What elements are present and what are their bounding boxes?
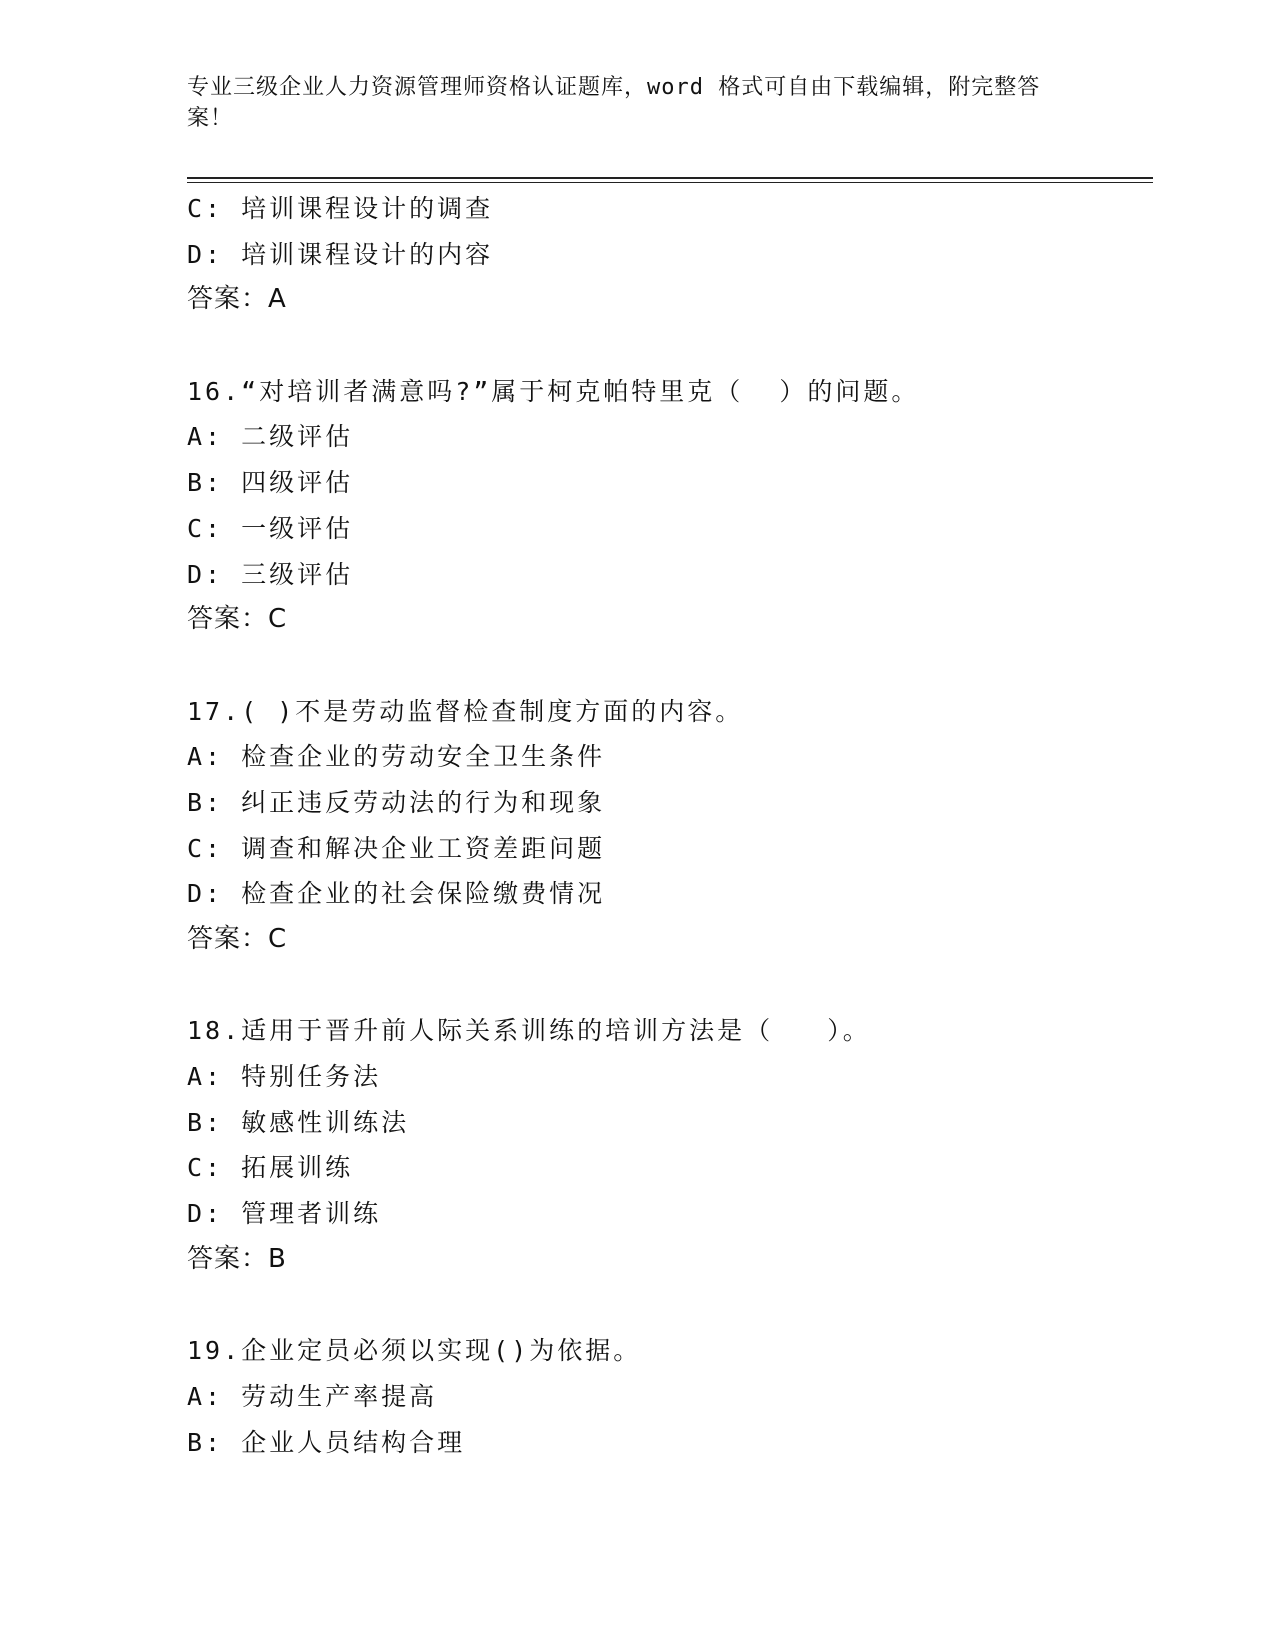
header-divider [187,177,1153,179]
question-block-17 [187,689,1147,963]
option-b: B: 敏感性训练法 [187,1107,410,1137]
spacer [187,643,1147,689]
question-block-18 [187,1008,1147,1282]
answer-line: 答案：C [187,924,288,954]
option-c: C: 拓展训练 [187,1153,354,1183]
option-d: D: 培训课程设计的内容 [187,239,494,269]
header-divider-thin [187,182,1153,183]
option-d: D: 管理者训练 [187,1199,382,1229]
question-block-15 [187,186,1147,323]
question-block-16 [187,369,1147,643]
spacer [187,323,1147,369]
option-b: B: 四级评估 [187,468,354,498]
option-b: B: 纠正违反劳动法的行为和现象 [187,787,606,817]
question-text: 17.( )不是劳动监督检查制度方面的内容。 [187,696,744,726]
question-text: 16.“对培训者满意吗?”属于柯克帕特里克（ ）的问题。 [187,376,920,406]
option-c: C: 一级评估 [187,513,354,543]
question-text: 19.企业定员必须以实现()为依据。 [187,1336,642,1366]
option-b: B: 企业人员结构合理 [187,1427,466,1457]
page-header: 专业三级企业人力资源管理师资格认证题库，word 格式可自由下载编辑，附完整答案！ [187,75,1041,131]
option-c: C: 培训课程设计的调查 [187,194,494,223]
option-a: A: 特别任务法 [187,1062,382,1092]
spacer [187,1283,1147,1329]
answer-line: 答案：A [187,284,287,315]
option-a: A: 二级评估 [187,422,354,452]
question-list [187,186,1147,1465]
question-block-19 [187,1328,1147,1465]
option-c: C: 调查和解决企业工资差距问题 [187,833,606,863]
option-a: A: 劳动生产率提高 [187,1381,438,1411]
answer-line: 答案：C [187,604,288,635]
option-d: D: 检查企业的社会保险缴费情况 [187,879,606,909]
option-a: A: 检查企业的劳动安全卫生条件 [187,742,606,772]
question-text: 18.适用于晋升前人际关系训练的培训方法是（ ）。 [187,1016,871,1046]
answer-line: 答案：B [187,1243,287,1274]
option-d: D: 三级评估 [187,559,354,589]
spacer [187,963,1147,1009]
